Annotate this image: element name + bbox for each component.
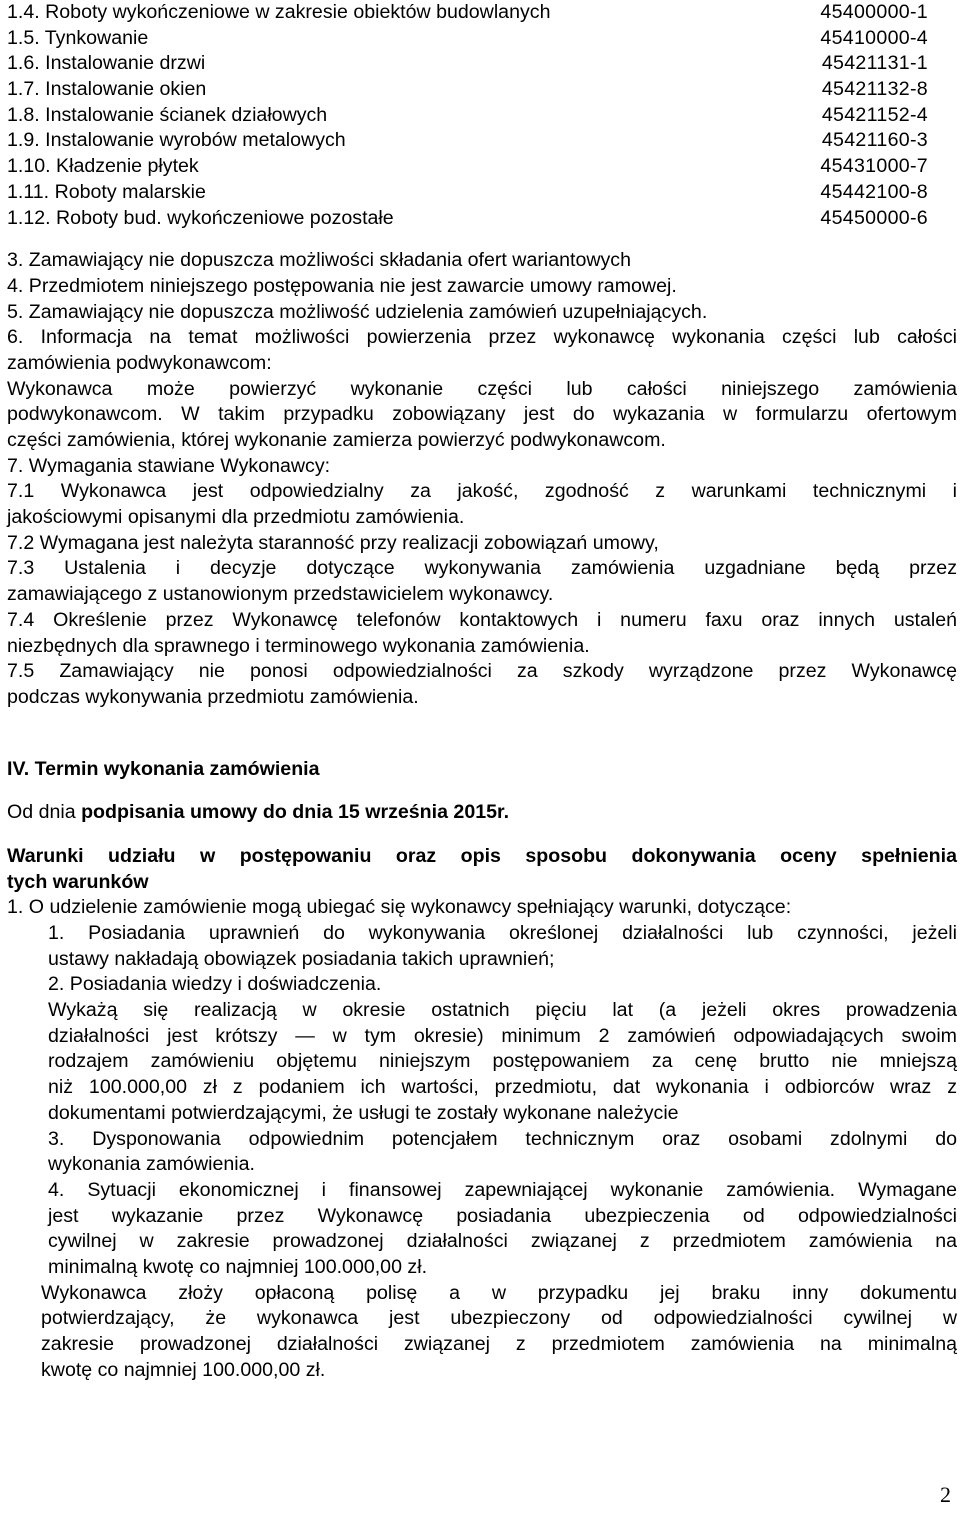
point-6-line: 6. Informacja na temat możliwości powierzenia przez wykonawcę wykonania części lub całości [7, 326, 957, 349]
cpv-label: 1.12. Roboty bud. wykończeniowe pozostałe [7, 206, 394, 229]
condition-2-detail-line: rodzajem zamówieniu objętemu niniejszym postępowaniem za cenę brutto nie mniejszą [48, 1050, 957, 1073]
point-6-line: części zamówienia, której wykonanie zamierza powierzyć podwykonawcom. [7, 429, 666, 451]
page-number: 2 [940, 1482, 951, 1507]
condition-2-detail-line: działalności jest krótszy — w tym okresie) minimum 2 zamówień odpowiadających swoim [48, 1024, 957, 1047]
condition-1-line: ustawy nakładają obowiązek posiadania takich uprawnień; [48, 947, 555, 970]
condition-4-line: jest wykazanie przez Wykonawcę posiadania ubezpieczenia od odpowiedzialności [48, 1204, 957, 1227]
point-6-line: Wykonawca może powierzyć wykonanie części lub całości niniejszego zamówienia [7, 377, 957, 400]
cpv-row [7, 154, 928, 180]
cpv-label: 1.8. Instalowanie ścianek działowych [7, 103, 328, 126]
term-line [7, 800, 957, 826]
point-7-1-line: 7.1 Wykonawca jest odpowiedzialny za jakość, zgodność z warunkami technicznymi i [7, 480, 957, 503]
condition-4-line: cywilnej w zakresie prowadzonej działalności związanej z przedmiotem zamówienia na [48, 1230, 957, 1253]
conditions-heading: Warunki udziału w postępowaniu oraz opis sposobu dokonywania oceny spełnienia [7, 844, 957, 867]
condition-2-detail-line: niż 100.000,00 zł z podaniem ich wartości, przedmiotu, dat wykonania i odbiorców wraz z [48, 1076, 957, 1099]
cpv-code: 45442100-8 [820, 180, 928, 203]
cpv-code: 45421132-8 [821, 78, 928, 101]
point-7-2: 7.2 Wymagana jest należyta staranność przy realizacji zobowiązań umowy, [7, 531, 659, 554]
cpv-row [7, 51, 928, 77]
point-7-4-line: niezbędnych dla sprawnego i terminowego wykonania zamówienia. [7, 634, 590, 657]
condition-3-line: 3. Dysponowania odpowiednim potencjałem technicznym oraz osobami zdolnymi do [48, 1127, 957, 1150]
condition-5-line: kwotę co najmniej 100.000,00 zł. [41, 1358, 326, 1381]
condition-2-detail-line: dokumentami potwierdzającymi, że usługi te zostały wykonane należycie [48, 1101, 679, 1124]
point-7-5-line: podczas wykonywania przedmiotu zamówienia. [7, 685, 419, 708]
condition-4-line: minimalną kwotę co najmniej 100.000,00 zł. [48, 1255, 428, 1278]
point-5: 5. Zamawiający nie dopuszcza możliwość udzielenia zamówień uzupełniających. [7, 300, 708, 323]
cpv-label: 1.7. Instalowanie okien [7, 78, 207, 101]
point-7-4-line: 7.4 Określenie przez Wykonawcę telefonów kontaktowych i numeru faxu oraz innych ustaleń [7, 608, 957, 631]
point-4: 4. Przedmiotem niniejszego postępowania nie jest zawarcie umowy ramowej. [7, 274, 677, 297]
point-7-1-line: jakościowymi opisanymi dla przedmiotu zamówienia. [7, 506, 465, 529]
cpv-label: 1.11. Roboty malarskie [7, 180, 206, 203]
point-7-5-line: 7.5 Zamawiający nie ponosi odpowiedzialności za szkody wyrządzone przez Wykonawcę [7, 660, 957, 683]
condition-5-line: zakresie prowadzonej działalności związanej z przedmiotem zamówienia na minimalną [41, 1333, 957, 1355]
point-6-line: podwykonawcom. W takim przypadku zobowiązany jest do wykazania w formularzu ofertowym [7, 403, 957, 426]
point-6-line: zamówienia podwykonawcom: [7, 351, 272, 374]
cpv-code: 45431000-7 [820, 155, 928, 178]
conditions-intro: 1. O udzielenie zamówienie mogą ubiegać się wykonawcy spełniający warunki, dotyczące: [7, 896, 792, 919]
cpv-row [7, 180, 928, 206]
point-7-3-line: 7.3 Ustalenia i decyzje dotyczące wykonywania zamówienia uzgadniane będą przez [7, 557, 957, 580]
cpv-code: 45421152-4 [821, 103, 928, 126]
cpv-label: 1.6. Instalowanie drzwi [7, 52, 206, 75]
cpv-code: 45421131-1 [821, 52, 928, 75]
cpv-code: 45421160-3 [821, 129, 928, 152]
cpv-label: 1.4. Roboty wykończeniowe w zakresie obiektów budowlanych [7, 1, 551, 23]
conditions-heading: tych warunków [7, 870, 149, 893]
term-prefix: Od dnia [7, 801, 82, 824]
cpv-row [7, 103, 928, 129]
point-3: 3. Zamawiający nie dopuszcza możliwości składania ofert wariantowych [7, 249, 632, 272]
point-7-heading: 7. Wymagania stawiane Wykonawcy: [7, 454, 331, 477]
condition-2: 2. Posiadania wiedzy i doświadczenia. [48, 973, 382, 996]
term-date: podpisania umowy do dnia 15 września 2015r. [81, 801, 510, 824]
document-page [7, 0, 957, 1383]
cpv-code: 45450000-6 [820, 206, 928, 229]
condition-4-line: 4. Sytuacji ekonomicznej i finansowej zapewniającej wykonanie zamówienia. Wymagane [48, 1178, 957, 1201]
point-7-3-line: zamawiającego z ustanowionym przedstawicielem wykonawcy. [7, 583, 554, 606]
cpv-label: 1.5. Tynkowanie [7, 26, 149, 49]
section-iv-heading: IV. Termin wykonania zamówienia [7, 757, 320, 780]
condition-5-line: potwierdzający, że wykonawca jest ubezpieczony od odpowiedzialności cywilnej w [41, 1307, 957, 1330]
cpv-code: 45400000-1 [820, 1, 928, 23]
cpv-row [7, 206, 928, 232]
cpv-row [7, 26, 928, 52]
condition-3-line: wykonania zamówienia. [48, 1153, 255, 1176]
cpv-row [7, 128, 928, 154]
condition-1-line: 1. Posiadania uprawnień do wykonywania określonej działalności lub czynności, jeżeli [48, 922, 957, 944]
cpv-row [7, 0, 928, 26]
cpv-row [7, 77, 928, 103]
cpv-label: 1.10. Kładzenie płytek [7, 155, 199, 178]
condition-5-line: Wykonawca złoży opłaconą polisę a w przypadku jej braku inny dokumentu [41, 1281, 957, 1304]
cpv-label: 1.9. Instalowanie wyrobów metalowych [7, 129, 346, 152]
cpv-code: 45410000-4 [820, 26, 928, 49]
cpv-code-list [7, 0, 957, 231]
condition-2-detail-line: Wykażą się realizacją w okresie ostatnich pięciu lat (a jeżeli okres prowadzenia [48, 999, 957, 1022]
